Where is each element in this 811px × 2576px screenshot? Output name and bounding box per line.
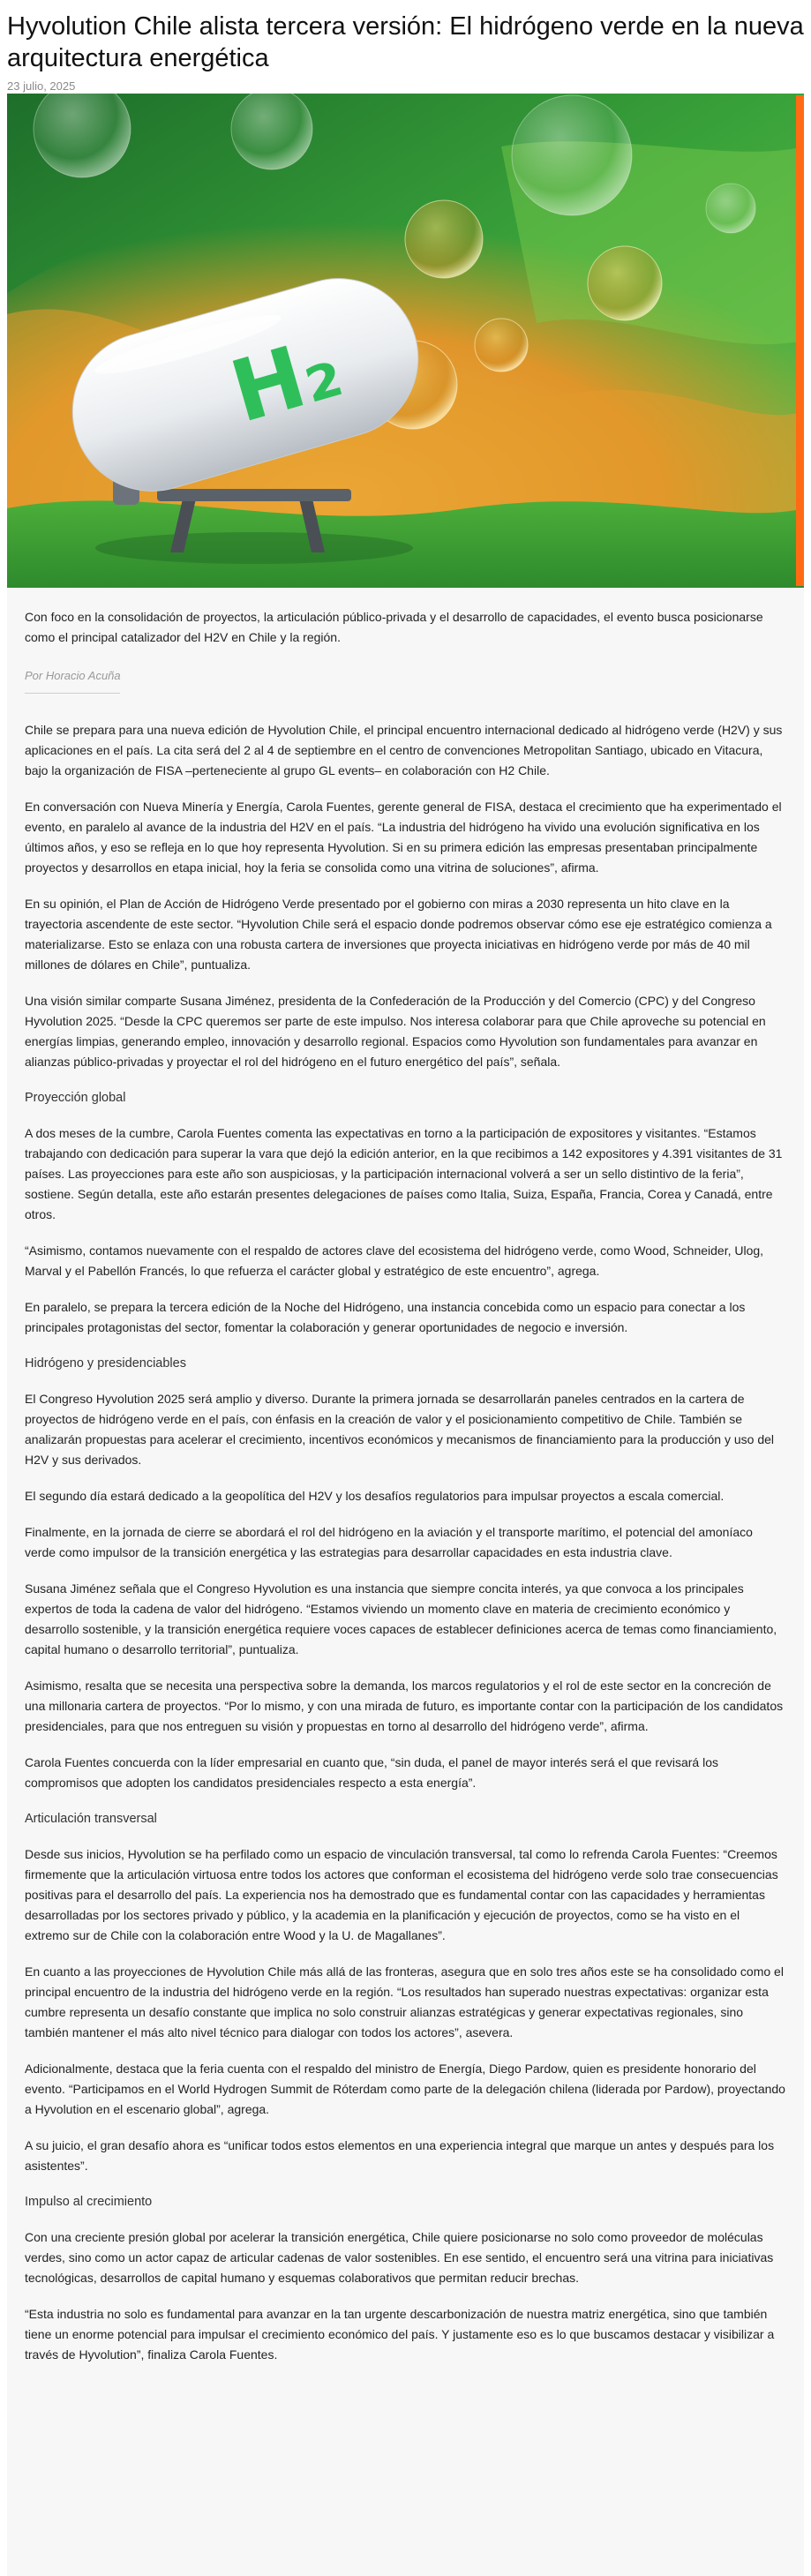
article-title: Hyvolution Chile alista tercera versión: El hidrógeno verde en la nueva arquitectura energética	[7, 12, 804, 72]
article-header	[0, 0, 811, 97]
body-paragraph: A su juicio, el gran desafío ahora es “unificar todos estos elementos en una experiencia integral que marque un antes y después para los asistentes”.	[25, 2138, 775, 2173]
body-paragraph: “Asimismo, contamos nuevamente con el respaldo de actores clave del ecosistema del hidrógeno verde, como Wood, Schneider, Ulog, Marval y el Pabellón Francés, lo que refuerza el carácter global y estratégico de este encuentro”, agrega.	[25, 1243, 764, 1278]
body-paragraph: El Congreso Hyvolution 2025 será amplio y diverso. Durante la primera jornada se desarrollarán paneles centrados en la cartera de proyectos de hidrógeno verde en el país, con énfasis en la creación de valor y el posicionamiento competitivo de Chile. También se analizarán propuestas para acelerar el crecimiento, incentivos económicos y mecanismos de financiamiento para la producción y uso del H2V y sus derivados.	[25, 1392, 775, 1467]
body-paragraph: En conversación con Nueva Minería y Energía, Carola Fuentes, gerente general de FISA, destaca el crecimiento que ha experimentado el evento, en paralelo al avance de la industria del H2V en el país. “La industria del hidrógeno ha vivido una evolución significativa en los últimos años, y eso se refleja en lo que hoy representa Hyvolution. Si en su primera edición las empresas presentaban principalmente proyectos y desarrollos en etapa inicial, hoy la feria se consolida como una vitrina de soluciones”, afirma.	[25, 800, 782, 875]
body-paragraph: Carola Fuentes concuerda con la líder empresarial en cuanto que, “sin duda, el panel de mayor interés será el que revisará los compromisos que adopten los candidatos presidenciales respecto a esta energía”.	[25, 1755, 718, 1790]
body-paragraph: En paralelo, se prepara la tercera edición de la Noche del Hidrógeno, una instancia concebida como un espacio para conectar a los principales protagonistas del sector, fomentar la colaboración y generar oportunidades de negocio e inversión.	[25, 1300, 746, 1334]
byline-divider	[25, 693, 120, 694]
body-paragraph: Asimismo, resalta que se necesita una perspectiva sobre la demanda, los marcos regulatorios y el rol de este sector en la concreción de una millonaria cartera de proyectos. “Por lo mismo, y con una mirada de futuro, es importante contar con la participación de los candidatos presidenciales, para que nos entreguen su visión y propuestas en torno al desarrollo del hidrógeno verde”, afirma.	[25, 1679, 784, 1733]
body-paragraph: Susana Jiménez señala que el Congreso Hyvolution es una instancia que siempre concita interés, ya que convoca a los principales expertos de toda la cadena de valor del hidrógeno. “Estamos viviendo un momento clave en materia de crecimiento económico y desarrollo sostenible, y la transición energética requiere voces capaces de establecer definiciones acerca de temas como financiamiento, capital humano o desarrollo territorial”, puntualiza.	[25, 1581, 777, 1656]
body-paragraph: En cuanto a las proyecciones de Hyvolution Chile más allá de las fronteras, asegura que en solo tres años este se ha consolidado como el principal encuentro de la industria del hidrógeno verde en la región. “Los resultados han superado nuestras expectativas: organizar esta cumbre representa un desafío constante que implica no solo construir alianzas estratégicas y generar expectativas regionales, sino también mantener el más alto nivel técnico para dialogar con todos los actores”, asevera.	[25, 1964, 784, 2039]
article-content	[25, 720, 786, 2365]
hydrogen-tank-illustration	[7, 94, 804, 588]
body-paragraph: A dos meses de la cumbre, Carola Fuentes comenta las expectativas en torno a la participación de expositores y visitantes. “Estamos trabajando con dedicación para superar la vara que dejó la edición anterior, en la que recibimos a 142 expositores y 4.391 visitantes de 31 países. Las proyecciones para este año son auspiciosas, y la participación internacional volverá a ser un sello distintivo de la feria”, sostiene. Según detalla, este año estarán presentes delegaciones de países como Italia, Suiza, España, Francia, Corea y Canadá, entre otros.	[25, 1126, 783, 1221]
body-paragraph: Finalmente, en la jornada de cierre se abordará el rol del hidrógeno en la aviación y el transporte marítimo, el potencial del amoníaco verde como impulsor de la transición energética y las estrategias para desarrollar capacidades en esta industria clave.	[25, 1525, 753, 1559]
body-paragraph: Con una creciente presión global por acelerar la transición energética, Chile quiere posicionarse no solo como proveedor de moléculas verdes, sino como un actor capaz de articular cadenas de valor sostenibles. En ese sentido, el encuentro será una vitrina para iniciativas tecnológicas, desarrollos de capital humano y esquemas colaborativos que permitan reducir brechas.	[25, 2230, 774, 2285]
article-lead: Con foco en la consolidación de proyectos, la articulación público-privada y el desarrollo de capacidades, el evento busca posicionarse como el principal catalizador del H2V en Chile y la región.	[25, 610, 763, 644]
body-paragraph: Adicionalmente, destaca que la feria cuenta con el respaldo del ministro de Energía, Diego Pardow, quien es presidente honorario del evento. “Participamos en el World Hydrogen Summit de Róterdam como parte de la delegación chilena (liderada por Pardow), proyectando a Hyvolution en el escenario global”, agrega.	[25, 2062, 785, 2116]
article-body	[7, 588, 804, 2576]
body-paragraph: Desde sus inicios, Hyvolution se ha perfilado como un espacio de vinculación transversal, tal como lo refrenda Carola Fuentes: “Creemos firmemente que la articulación virtuosa entre todos los actores que conforman el ecosistema del hidrógeno verde solo trae consecuencias positivas para el desarrollo del país. La experiencia nos ha demostrado que es fundamental contar con las capacidades y herramientas desarrolladas por los sectores privado y público, y la academia en la planificación y ejecución de proyectos, como se ha visto en el extremo sur de Chile con la colaboración entre Wood y la U. de Magallanes”.	[25, 1847, 778, 1942]
section-heading: Hidrógeno y presidenciables	[25, 1356, 186, 1371]
body-paragraph: El segundo día estará dedicado a la geopolítica del H2V y los desafíos regulatorios para impulsar proyectos a escala comercial.	[25, 1489, 725, 1503]
article-byline: Por Horacio Acuña	[25, 669, 121, 682]
section-heading: Proyección global	[25, 1091, 126, 1105]
body-paragraph: Chile se prepara para una nueva edición de Hyvolution Chile, el principal encuentro internacional dedicado al hidrógeno verde (H2V) y sus aplicaciones en el país. La cita será del 2 al 4 de septiembre en el centro de convenciones Metropolitan Santiago, ubicado en Vitacura, bajo la organización de FISA –perteneciente al grupo GL events– en colaboración con H2 Chile.	[25, 723, 783, 777]
body-paragraph: En su opinión, el Plan de Acción de Hidrógeno Verde presentado por el gobierno con miras a 2030 representa un hito clave en la trayectoria ascendente de este sector. “Hyvolution Chile será el espacio donde podremos observar cómo ese eje estratégico comienza a materializarse. Esto se enlaza con una robusta cartera de inversiones que proyecta iniciativas en hidrógeno verde por más de 40 mil millones de dólares en Chile”, puntualiza.	[25, 897, 772, 972]
body-paragraph: Una visión similar comparte Susana Jiménez, presidenta de la Confederación de la Producción y del Comercio (CPC) y del Congreso Hyvolution 2025. “Desde la CPC queremos ser parte de este impulso. Nos interesa colaborar para que Chile aproveche su potencial en energías limpias, generando empleo, innovación y desarrollo regional. Espacios como Hyvolution son fundamentales para avanzar en alianzas público-privadas y proyectar el rol del hidrógeno en el futuro energético del país”, señala.	[25, 994, 766, 1069]
hero-h2-label: H₂	[221, 317, 352, 442]
body-paragraph: “Esta industria no solo es fundamental para avanzar en la tan urgente descarbonización de nuestra matriz energética, sino que también tiene un enorme potencial para impulsar el crecimiento económico del país. Y justamente eso es lo que buscamos destacar y visibilizar a través de Hyvolution”, finaliza Carola Fuentes.	[25, 2307, 775, 2362]
section-heading: Impulso al crecimiento	[25, 2195, 153, 2209]
hero-image	[7, 94, 804, 588]
section-heading: Articulación transversal	[25, 1812, 157, 1826]
hero-accent-bar	[796, 95, 804, 586]
article-date: 23 julio, 2025	[7, 79, 76, 93]
